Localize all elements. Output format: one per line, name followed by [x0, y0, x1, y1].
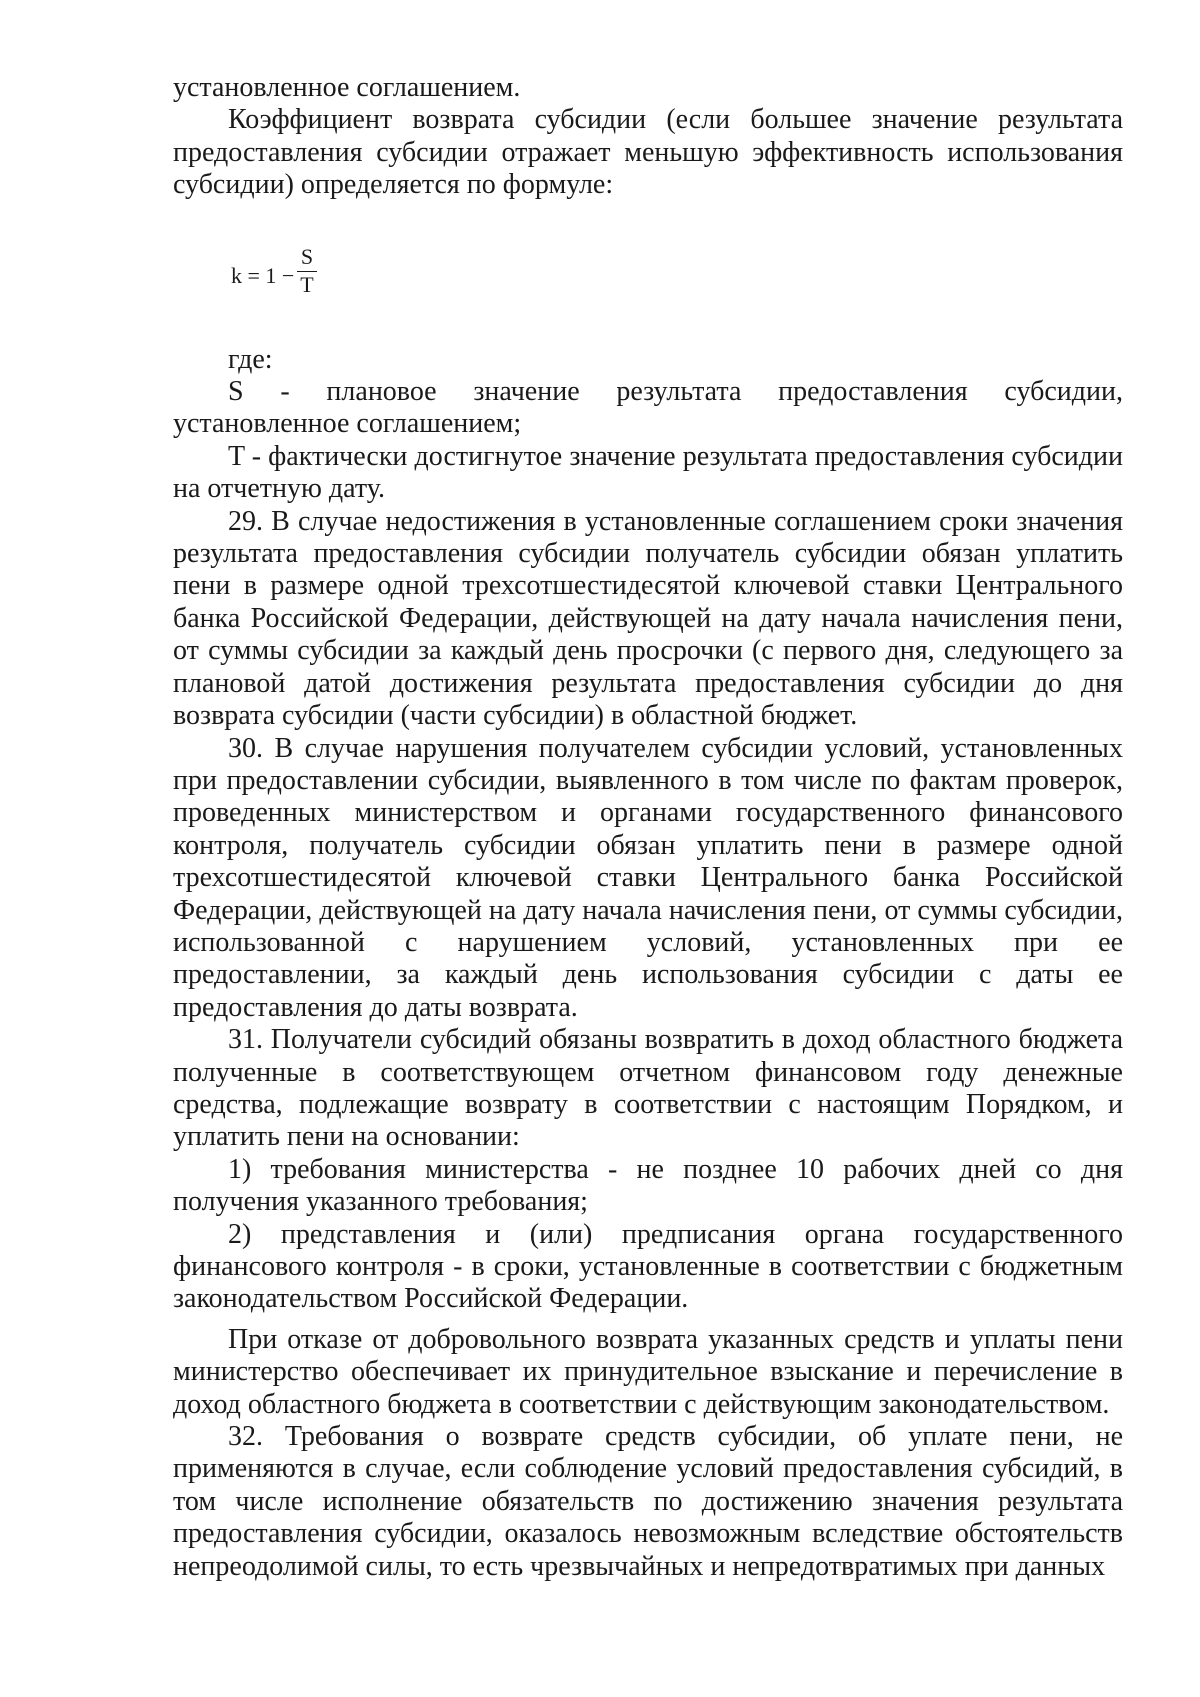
- formula-denominator: T: [300, 271, 314, 297]
- paragraph-31-item-1: 1) требования министерства - не позднее 10 рабочих дней со дня получения указанного требования;: [173, 1153, 1123, 1218]
- paragraph-coefficient: Коэффициент возврата субсидии (если большее значение результата предоставления субсидии отражает меньшую эффективность использования субсидии) определяется по формуле:: [173, 104, 1123, 201]
- document-page: [173, 72, 1123, 1583]
- paragraph-30: 30. В случае нарушения получателем субсидии условий, установленных при предоставлении субсидии, выявленного в том числе по фактам проверок, проведенных министерством и органами государственного финансового контроля, получатель субсидии обязан уплатить пени в размере одной трехсотшестидесятой ключевой ставки Центрального банка Российской Федерации, действующей на дату начала начисления пени, от суммы субсидии, использованной с нарушением условий, установленных при ее предоставлении, за каждый день использования субсидии с даты ее предоставления до даты возврата.: [173, 732, 1123, 1023]
- paragraph-refusal: При отказе от добровольного возврата указанных средств и уплаты пени министерство обеспечивает их принудительное взыскание и перечисление в доход областного бюджета в соответствии с действующим законодательством.: [173, 1323, 1123, 1420]
- formula-lhs: k = 1 −: [231, 262, 295, 288]
- paragraph-T-definition: T - фактически достигнутое значение результата предоставления субсидии на отчетную дату.: [173, 440, 1123, 505]
- formula-k: [173, 230, 1123, 318]
- paragraph-31: 31. Получатели субсидий обязаны возвратить в доход областного бюджета полученные в соответствующем отчетном финансовом году денежные средства, подлежащие возврату в соответствии с настоящим Порядком, и уплатить пени на основании:: [173, 1024, 1123, 1153]
- paragraph-where: где:: [228, 343, 273, 375]
- paragraph-32: 32. Требования о возврате средств субсидии, об уплате пени, не применяются в случае, если соблюдение условий предоставления субсидий, в том числе исполнение обязательств по достижению значения результата предоставления субсидии, оказалось невозможным вследствие обстоятельств непреодолимой силы, то есть чрезвычайных и непредотвратимых при данных: [173, 1421, 1123, 1582]
- paragraph-29: 29. В случае недостижения в установленные соглашением сроки значения результата предоставления субсидии получатель субсидии обязан уплатить пени в размере одной трехсотшестидесятой ключевой ставки Центрального банка Российской Федерации, действующей на дату начала начисления пени, от суммы субсидии за каждый день просрочки (с первого дня, следующего за плановой датой достижения результата предоставления субсидии до дня возврата субсидии (части субсидии) в областной бюджет.: [173, 505, 1123, 732]
- paragraph-S-definition: S - плановое значение результата предоставления субсидии, установленное соглашением;: [173, 376, 1123, 440]
- paragraph-31-item-2: 2) представления и (или) предписания органа государственного финансового контроля - в сроки, установленные в соответствии с бюджетным законодательством Российской Федерации.: [173, 1218, 1123, 1315]
- formula-numerator: S: [300, 243, 314, 269]
- paragraph-intro-end: установленное соглашением.: [173, 72, 521, 103]
- formula-fraction: [297, 243, 317, 298]
